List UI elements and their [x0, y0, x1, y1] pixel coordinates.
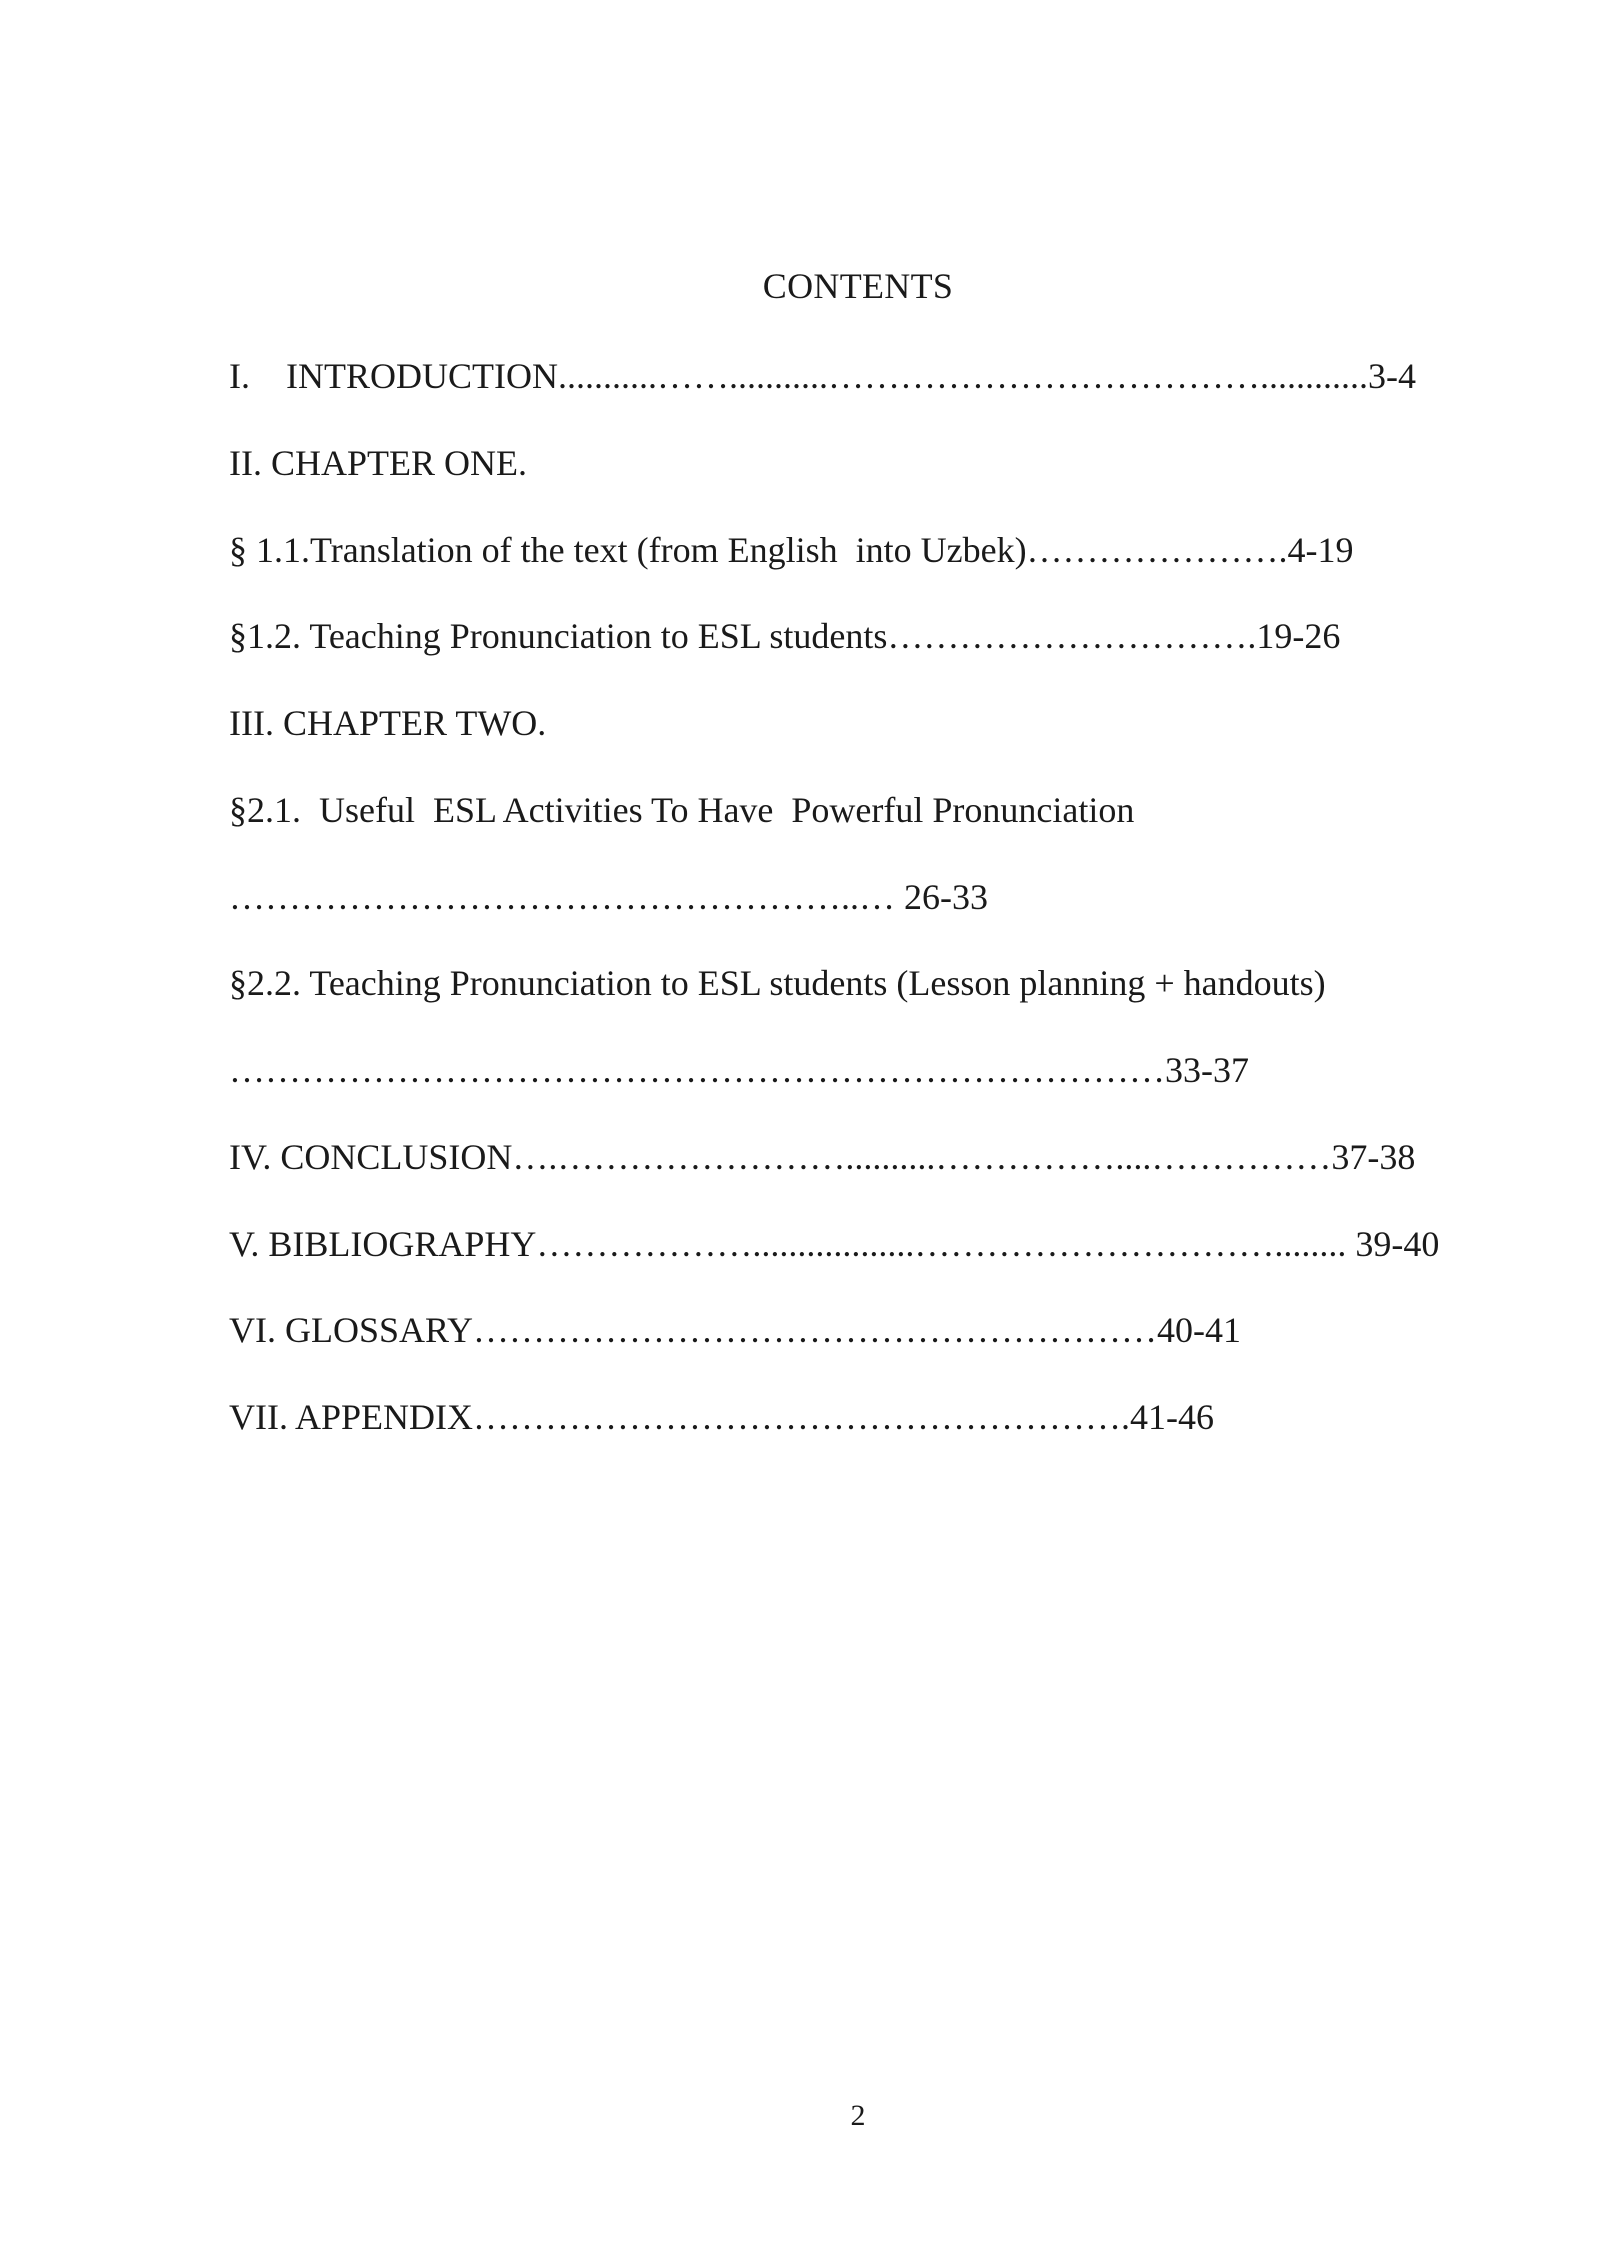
toc-entry-section-1-2: §1.2. Teaching Pronunciation to ESL students………………………….19-26: [229, 616, 1341, 656]
page-number: 2: [850, 2099, 866, 2132]
toc-entry-section-2-1-pages: ……………………………………………..… 26-33: [229, 877, 988, 917]
toc-entry-chapter-one: II. CHAPTER ONE.: [229, 443, 527, 483]
toc-entry-introduction: I. INTRODUCTION...........……...........………………………………............3-4: [229, 356, 1416, 396]
toc-entry-chapter-two: III. CHAPTER TWO.: [229, 703, 547, 743]
toc-entry-section-2-2-pages: ……………………………………………………………………33-37: [229, 1050, 1249, 1090]
toc-entry-glossary: VI. GLOSSARY…………………………………………………40-41: [229, 1310, 1242, 1350]
toc-entry-conclusion: IV. CONCLUSION….……………………..........……………....……………37-38: [229, 1137, 1416, 1177]
toc-entry-section-1-1: § 1.1.Translation of the text (from English into Uzbek)………………….4-19: [229, 530, 1354, 570]
toc-entry-section-2-1: §2.1. Useful ESL Activities To Have Powerful Pronunciation: [229, 790, 1135, 830]
toc-entry-section-2-2: §2.2. Teaching Pronunciation to ESL students (Lesson planning + handouts): [229, 963, 1326, 1003]
contents-title: CONTENTS: [762, 266, 954, 306]
toc-entry-bibliography: V. BIBLIOGRAPHY………………..................…………………………........ 39-40: [229, 1224, 1440, 1264]
toc-entry-appendix: VII. APPENDIX……………………………………………….41-46: [229, 1397, 1214, 1437]
